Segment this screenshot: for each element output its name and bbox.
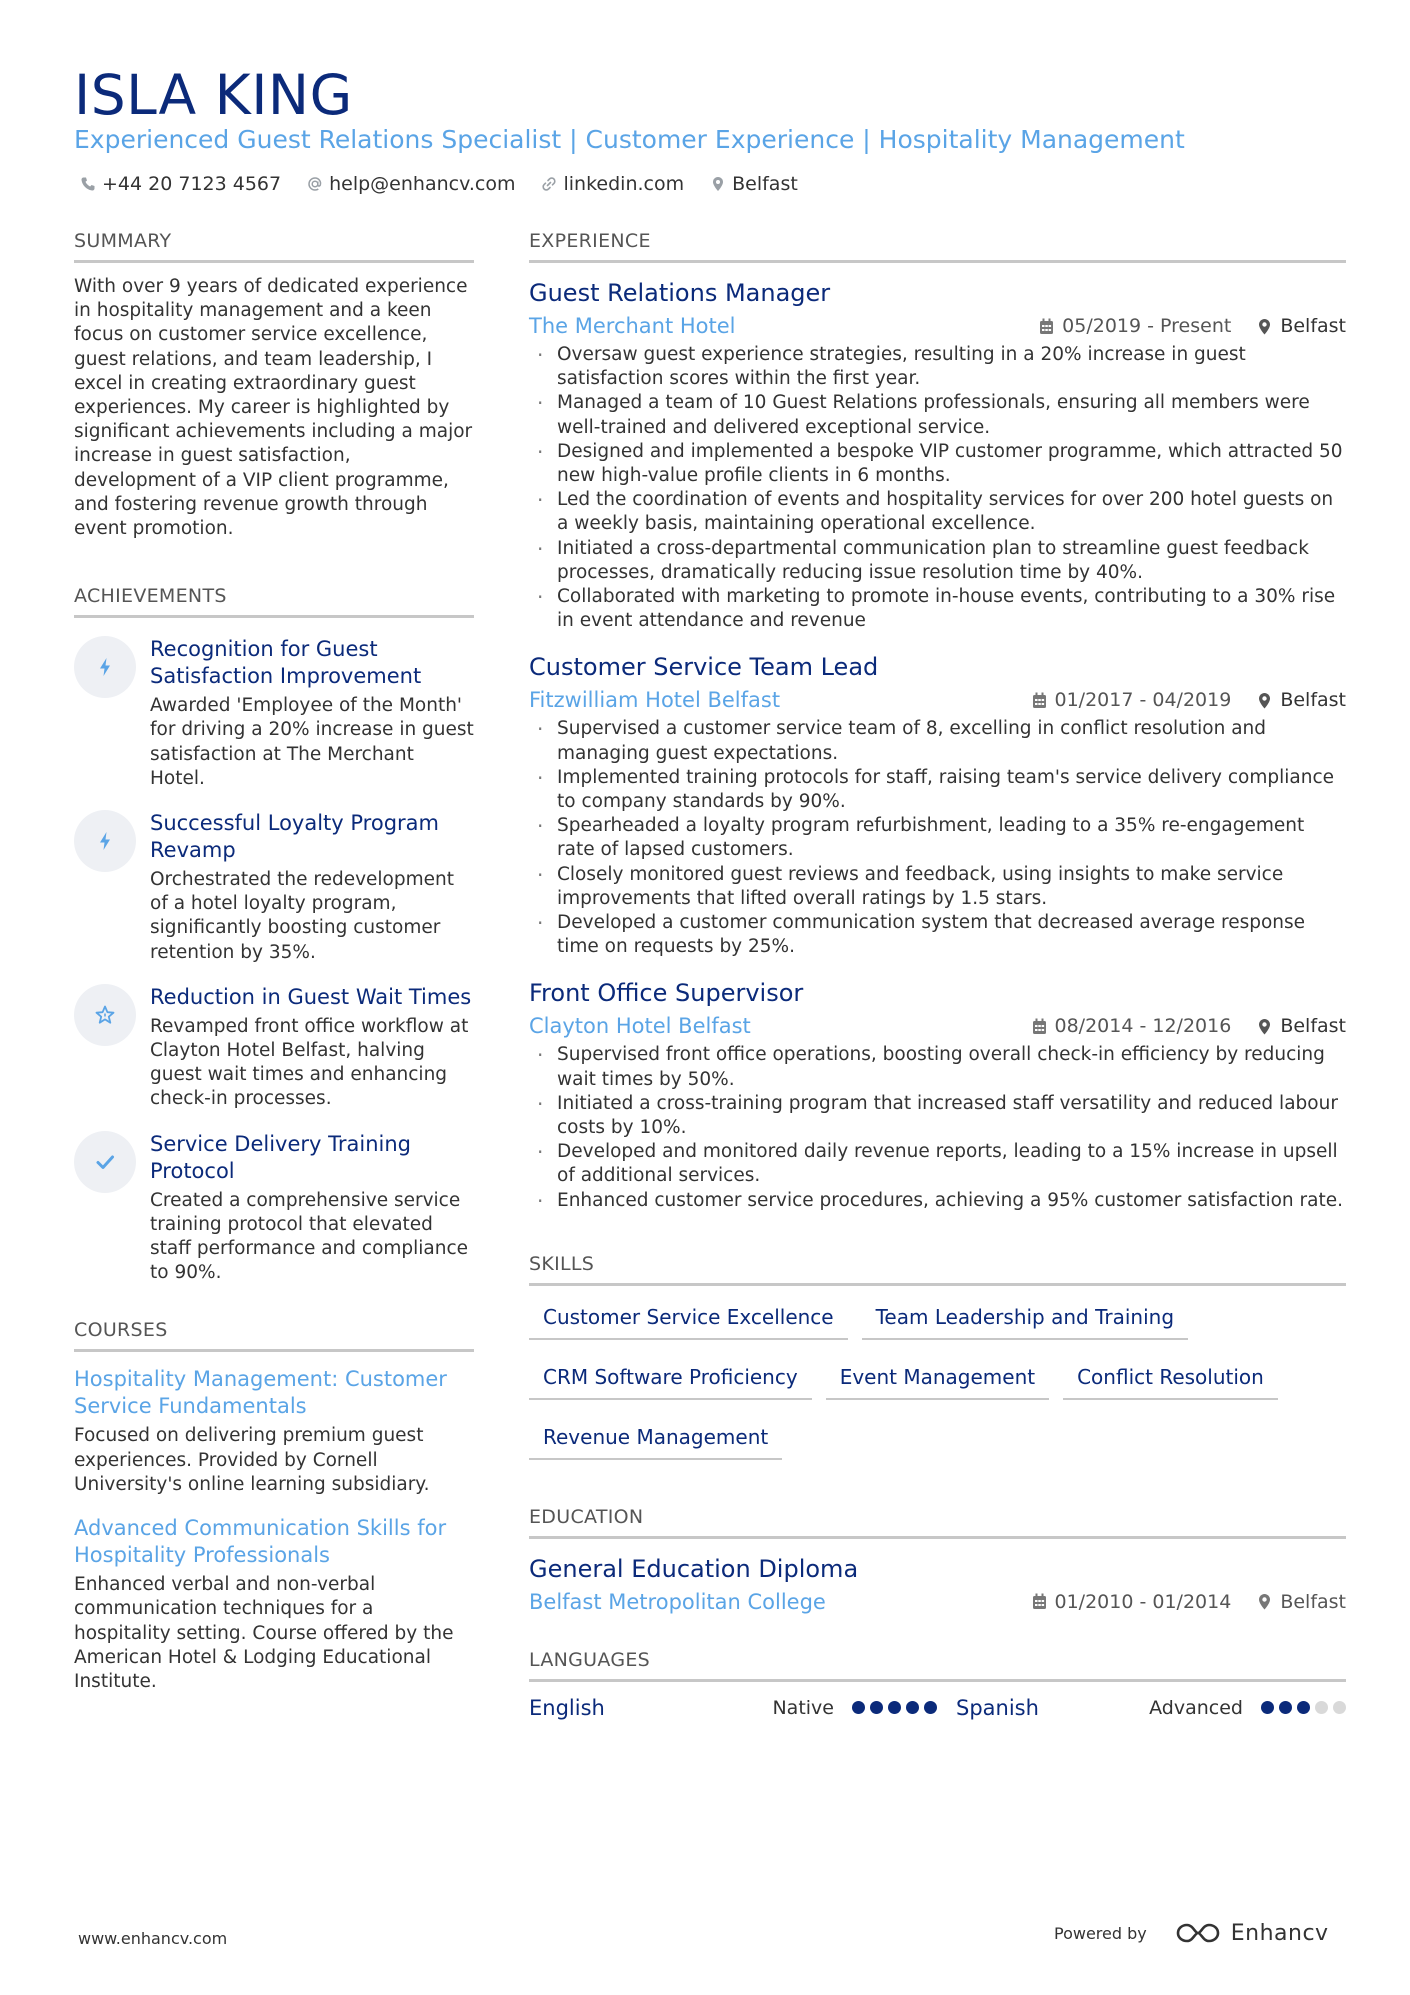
contact-phone[interactable]	[80, 173, 281, 195]
company-name: Clayton Hotel Belfast	[529, 1014, 751, 1039]
job-bullet: · Developed and monitored daily revenue reports, leading to a 15% increase in upsell of additional services.	[529, 1140, 1346, 1188]
skill-tag: Event Management	[826, 1360, 1049, 1400]
achievement-description: Orchestrated the redevelopment of a hotel loyalty program, significantly boosting customer retention by 35%.	[150, 869, 454, 963]
skill-tag: CRM Software Proficiency	[529, 1360, 812, 1400]
school-name: Belfast Metropolitan College	[529, 1589, 826, 1614]
achievement-badge	[74, 984, 136, 1046]
language-item	[956, 1696, 1346, 1720]
job-bullets	[529, 717, 1346, 959]
rating-dot-filled	[924, 1701, 937, 1714]
rating-dot-filled	[852, 1701, 865, 1714]
job-bullet: · Initiated a cross-training program that increased staff versatility and reduced labour costs by 10%.	[529, 1092, 1346, 1140]
job-bullet: · Initiated a cross-departmental communication plan to streamline guest feedback processes, dramatically reducing issue resolution time by 40%.	[529, 537, 1346, 585]
achievement-item	[74, 636, 474, 791]
check-icon	[94, 1151, 116, 1173]
enhancv-logo-icon	[1175, 1920, 1221, 1946]
achievement-description: Created a comprehensive service training protocol that elevated staff performance and compliance to 90%.	[150, 1189, 469, 1284]
achievements-heading: ACHIEVEMENTS	[74, 583, 474, 618]
skills-list	[529, 1300, 1346, 1460]
rating-dot-filled	[1261, 1701, 1274, 1714]
job-dates	[1032, 689, 1232, 711]
course-title: Hospitality Management: Customer Service Fundamentals	[74, 1367, 447, 1419]
achievements-list	[74, 636, 474, 1285]
contact-phone-text: +44 20 7123 4567	[102, 173, 282, 195]
achievement-description: Awarded 'Employee of the Month' for driving a 20% increase in guest satisfaction at The Merchant Hotel.	[150, 695, 474, 789]
job-bullet: · Designed and implemented a bespoke VIP customer programme, which attracted 50 new high-value profile clients in 6 months.	[529, 440, 1346, 488]
achievement-title: Successful Loyalty Program Revamp	[150, 811, 439, 863]
right-column	[529, 228, 1346, 1720]
calendar-icon	[1039, 318, 1054, 335]
job-bullet: · Spearheaded a loyalty program refurbishment, leading to a 35% re-engagement rate of lapsed customers.	[529, 814, 1346, 862]
link-icon	[541, 176, 557, 192]
contact-linkedin[interactable]	[541, 173, 684, 195]
job-meta	[529, 311, 1346, 341]
experience-heading: EXPERIENCE	[529, 228, 1346, 263]
rating-dot-filled	[1297, 1701, 1310, 1714]
location-pin-icon	[710, 176, 726, 192]
achievement-item	[74, 810, 474, 965]
rating-dot-empty	[1333, 1701, 1346, 1714]
course-title: Advanced Communication Skills for Hospitality Professionals	[74, 1516, 447, 1568]
skill-tag: Team Leadership and Training	[862, 1300, 1188, 1340]
job-location-text: Belfast	[1280, 689, 1346, 712]
rating-dot-filled	[888, 1701, 901, 1714]
experience-entry	[529, 651, 1346, 959]
language-name: Spanish	[956, 1695, 1039, 1720]
lightning-icon	[94, 656, 116, 678]
powered-by-text: Powered by	[1054, 1923, 1147, 1943]
footer-website[interactable]: www.enhancv.com	[78, 1929, 228, 1948]
summary-heading: SUMMARY	[74, 228, 474, 263]
experience-entry	[529, 277, 1346, 633]
contact-email[interactable]	[307, 173, 515, 195]
achievement-badge	[74, 810, 136, 872]
contact-linkedin-text: linkedin.com	[563, 173, 685, 195]
education-dates	[1032, 1591, 1232, 1613]
language-rating	[1261, 1701, 1346, 1714]
rating-dot-empty	[1315, 1701, 1328, 1714]
education-meta	[529, 1587, 1346, 1617]
job-bullets	[529, 343, 1346, 633]
phone-icon	[80, 176, 96, 192]
skill-tag: Revenue Management	[529, 1420, 782, 1460]
job-meta	[529, 685, 1346, 715]
candidate-name: ISLA KING	[74, 63, 353, 127]
job-bullet: · Implemented training protocols for staff, raising team's service delivery compliance to company standards by 90%.	[529, 766, 1346, 814]
job-bullet: · Collaborated with marketing to promote in-house events, contributing to a 30% rise in event attendance and revenue	[529, 585, 1346, 633]
job-location	[1257, 689, 1346, 711]
skills-heading: SKILLS	[529, 1251, 1346, 1286]
achievement-badge	[74, 636, 136, 698]
achievement-title: Reduction in Guest Wait Times	[150, 984, 472, 1009]
job-title: Front Office Supervisor	[529, 979, 804, 1008]
at-icon	[307, 176, 323, 192]
star-icon	[94, 1004, 116, 1026]
location-pin-icon	[1257, 692, 1272, 709]
course-item	[74, 1366, 474, 1497]
language-level: Native	[772, 1696, 834, 1719]
contact-bar	[80, 170, 798, 198]
location-pin-icon	[1257, 1018, 1272, 1035]
achievement-item	[74, 984, 474, 1112]
job-dates	[1032, 1015, 1232, 1037]
job-bullet: · Supervised front office operations, boosting overall check-in efficiency by reducing wait times by 50%.	[529, 1043, 1346, 1091]
calendar-icon	[1032, 1018, 1047, 1035]
language-rating	[852, 1701, 937, 1714]
languages-list	[529, 1696, 1346, 1720]
candidate-tagline: Experienced Guest Relations Specialist | Customer Experience | Hospitality Management	[74, 125, 1185, 154]
job-bullet: · Supervised a customer service team of 8, excelling in conflict resolution and managing guest expectations.	[529, 717, 1346, 765]
contact-location	[710, 173, 798, 195]
course-description: Enhanced verbal and non-verbal communication techniques for a hospitality setting. Course offered by the American Hotel & Lodging Educational Institute.	[74, 1574, 454, 1692]
language-item	[529, 1696, 937, 1720]
job-bullet: · Managed a team of 10 Guest Relations professionals, ensuring all members were well-trained and delivered exceptional service.	[529, 391, 1346, 439]
brand-logo[interactable]	[1175, 1920, 1329, 1946]
footer-branding	[1054, 1920, 1329, 1946]
achievement-badge	[74, 1131, 136, 1193]
course-item	[74, 1515, 474, 1694]
summary-text: With over 9 years of dedicated experience in hospitality management and a keen focus on customer service excellence, guest relations, and team leadership, I excel in creating extraordinary guest experiences. My career is highlighted by significant achievements including a major increase in guest satisfaction, development of a VIP client programme, and fostering revenue growth through event promotion.	[74, 276, 473, 540]
rating-dot-filled	[906, 1701, 919, 1714]
degree-title: General Education Diploma	[529, 1554, 859, 1583]
job-title: Guest Relations Manager	[529, 279, 831, 307]
courses-heading: COURSES	[74, 1317, 474, 1352]
language-level: Advanced	[1149, 1696, 1243, 1719]
education-location	[1257, 1591, 1346, 1613]
rating-dot-filled	[870, 1701, 883, 1714]
company-name: The Merchant Hotel	[529, 314, 736, 338]
job-bullet: · Closely monitored guest reviews and feedback, using insights to make service improvements that lifted overall ratings by 1.5 stars.	[529, 863, 1346, 911]
job-bullets	[529, 1043, 1346, 1212]
achievement-item	[74, 1131, 474, 1286]
rating-dot-filled	[1279, 1701, 1292, 1714]
left-column	[74, 228, 474, 1694]
job-dates-text: 08/2014 - 12/2016	[1054, 1015, 1232, 1038]
achievement-description: Revamped front office workflow at Clayton Hotel Belfast, halving guest wait times and enhancing check-in processes.	[150, 1015, 469, 1110]
calendar-icon	[1032, 692, 1047, 709]
calendar-icon	[1032, 1593, 1047, 1610]
job-location-text: Belfast	[1280, 315, 1346, 337]
language-name: English	[529, 1695, 605, 1720]
skill-tag: Customer Service Excellence	[529, 1300, 848, 1340]
job-dates-text: 01/2017 - 04/2019	[1054, 689, 1232, 712]
job-location-text: Belfast	[1280, 1015, 1346, 1038]
contact-location-text: Belfast	[732, 173, 798, 195]
job-title: Customer Service Team Lead	[529, 653, 879, 682]
contact-email-text: help@enhancv.com	[329, 173, 516, 195]
job-bullet: · Led the coordination of events and hospitality services for over 200 hotel guests on a weekly basis, maintaining operational excellence.	[529, 488, 1346, 536]
course-description: Focused on delivering premium guest experiences. Provided by Cornell University's online learning subsidiary.	[74, 1425, 430, 1495]
education-entry	[529, 1553, 1346, 1617]
location-pin-icon	[1257, 318, 1272, 335]
job-location	[1257, 315, 1346, 337]
experience-entry	[529, 977, 1346, 1212]
lightning-icon	[94, 830, 116, 852]
achievement-title: Service Delivery Training Protocol	[150, 1131, 411, 1183]
skill-tag: Conflict Resolution	[1063, 1360, 1278, 1400]
job-bullet: · Developed a customer communication system that decreased average response time on requests by 25%.	[529, 911, 1346, 959]
languages-heading: LANGUAGES	[529, 1647, 1346, 1682]
achievement-title: Recognition for Guest Satisfaction Improvement	[150, 637, 422, 689]
education-location-text: Belfast	[1280, 1590, 1346, 1613]
job-meta	[529, 1011, 1346, 1041]
job-dates-text: 05/2019 - Present	[1062, 315, 1232, 337]
location-pin-icon	[1257, 1593, 1272, 1610]
education-heading: EDUCATION	[529, 1504, 1346, 1539]
company-name: Fitzwilliam Hotel Belfast	[529, 688, 781, 713]
job-location	[1257, 1015, 1346, 1037]
education-dates-text: 01/2010 - 01/2014	[1054, 1590, 1232, 1613]
job-bullet: · Enhanced customer service procedures, achieving a 95% customer satisfaction rate.	[529, 1189, 1346, 1213]
job-dates	[1039, 315, 1231, 337]
brand-name: Enhancv	[1230, 1920, 1329, 1946]
job-bullet: · Oversaw guest experience strategies, resulting in a 20% increase in guest satisfaction scores within the first year.	[529, 343, 1346, 391]
